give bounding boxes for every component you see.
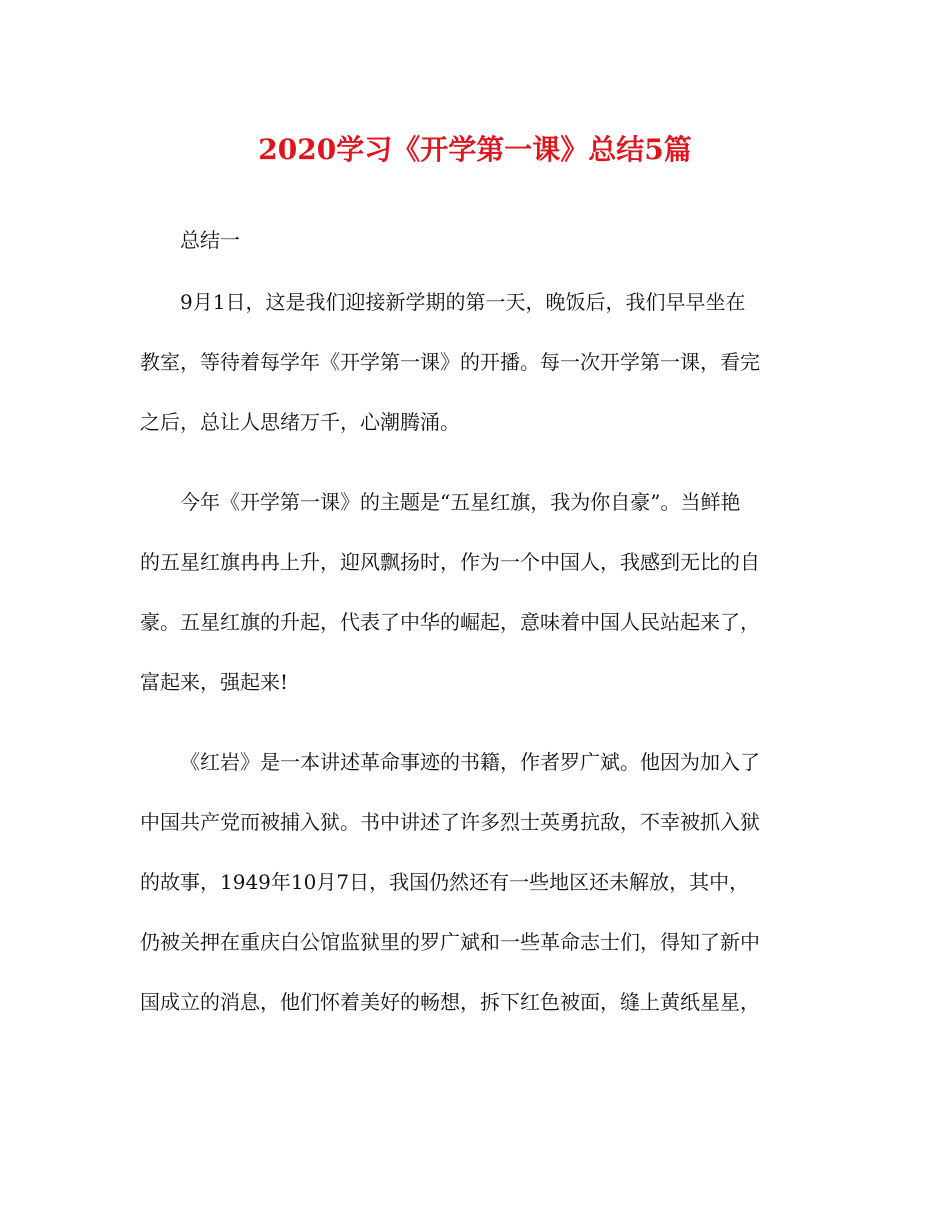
document-title: 2020学习《开学第一课》总结5篇 bbox=[258, 133, 692, 166]
paragraph-line: 国成立的消息，他们怀着美好的畅想，拆下红色被面，缝上黄纸星星， bbox=[140, 990, 760, 1014]
section-heading: 总结一 bbox=[180, 228, 240, 252]
paragraph-line: 豪。五星红旗的升起，代表了中华的崛起，意味着中国人民站起来了， bbox=[140, 610, 760, 634]
paragraph-line: 的故事，1949年10月7日，我国仍然还有一些地区还未解放，其中， bbox=[140, 870, 750, 894]
paragraph-line: 仍被关押在重庆白公馆监狱里的罗广斌和一些革命志士们，得知了新中 bbox=[140, 930, 760, 954]
paragraph-3 bbox=[140, 732, 812, 1032]
paragraph-line: 教室，等待着每学年《开学第一课》的开播。每一次开学第一课，看完 bbox=[140, 350, 760, 374]
paragraph-line: 9月1日，这是我们迎接新学期的第一天，晚饭后，我们早早坐在 bbox=[180, 290, 746, 314]
document-body bbox=[140, 220, 812, 1032]
paragraph-line: 今年《开学第一课》的主题是“五星红旗，我为你自豪”。当鲜艳 bbox=[180, 490, 741, 514]
paragraph-1 bbox=[140, 272, 812, 452]
paragraph-2 bbox=[140, 472, 812, 712]
paragraph-line: 的五星红旗冉冉上升，迎风飘扬时，作为一个中国人，我感到无比的自 bbox=[140, 550, 760, 574]
paragraph-line: 富起来，强起来! bbox=[140, 670, 289, 694]
paragraph-line: 之后，总让人思绪万千，心潮腾涌。 bbox=[140, 410, 460, 434]
paragraph-line: 中国共产党而被捕入狱。书中讲述了许多烈士英勇抗敌，不幸被抓入狱 bbox=[140, 810, 760, 834]
paragraph-line: 《红岩》是一本讲述革命事迹的书籍，作者罗广斌。他因为加入了 bbox=[180, 750, 760, 774]
